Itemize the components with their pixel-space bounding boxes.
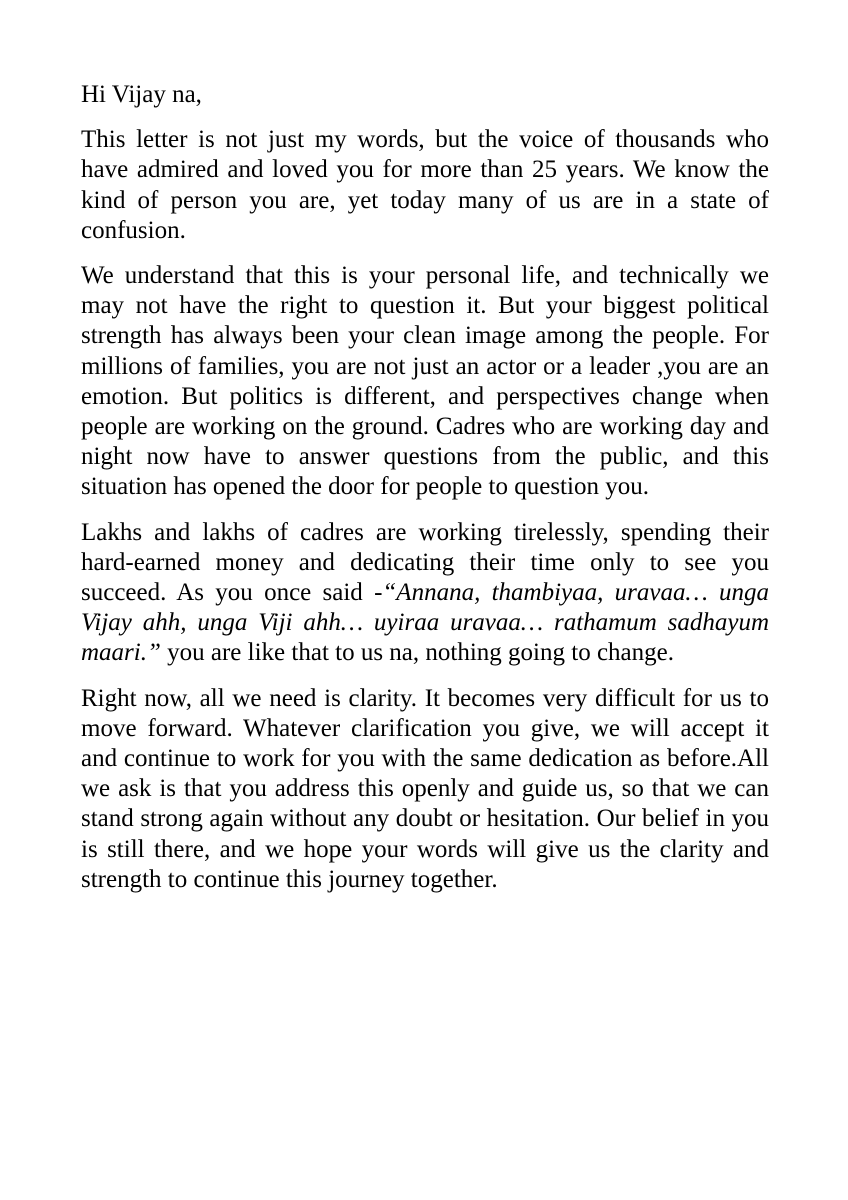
letter-page xyxy=(81,80,769,910)
paragraph-3-closing: you are like that to us na, nothing going to change. xyxy=(160,639,674,667)
letter-paragraph-3 xyxy=(81,518,769,669)
letter-greeting: Hi Vijay na, xyxy=(81,81,202,108)
letter-paragraph-1: This letter is not just my words, but the voice of thousands who have admired and loved you for more than 25 years. We know the kind of person you are, yet today many of us are in a state of confusion. xyxy=(81,126,769,244)
letter-paragraph-2: We understand that this is your personal life, and technically we may not have the right to question it. But your biggest political strength has always been your clean image among the people. For millions of families, you are not just an actor or a leader ,you are an emotion. But politics is different, and perspectives change when people are working on the ground. Cadres who are working day and night now have to answer questions from the public, and this situation has opened the door for people to question you. xyxy=(81,262,769,501)
letter-paragraph-4: Right now, all we need is clarity. It becomes very difficult for us to move forward. Whatever clarification you give, we will accept it and continue to work for you with the same dedication as before.All we ask is that you address this openly and guide us, so that we can stand strong again without any doubt or hesitation. Our belief in you is still there, and we hope your words will give us the clarity and strength to continue this journey together. xyxy=(81,684,769,893)
paragraph-3-intro: Lakhs and lakhs of cadres are working tirelessly, spending their hard-earned money and dedicating their time only to see you succeed. As you once said - xyxy=(81,518,769,607)
quoted-lyrics: “Annana, thambiyaa, uravaa… unga Vijay ahh, unga Viji ahh… uyiraa uravaa… rathamum sadhayum maari.” xyxy=(81,579,769,667)
